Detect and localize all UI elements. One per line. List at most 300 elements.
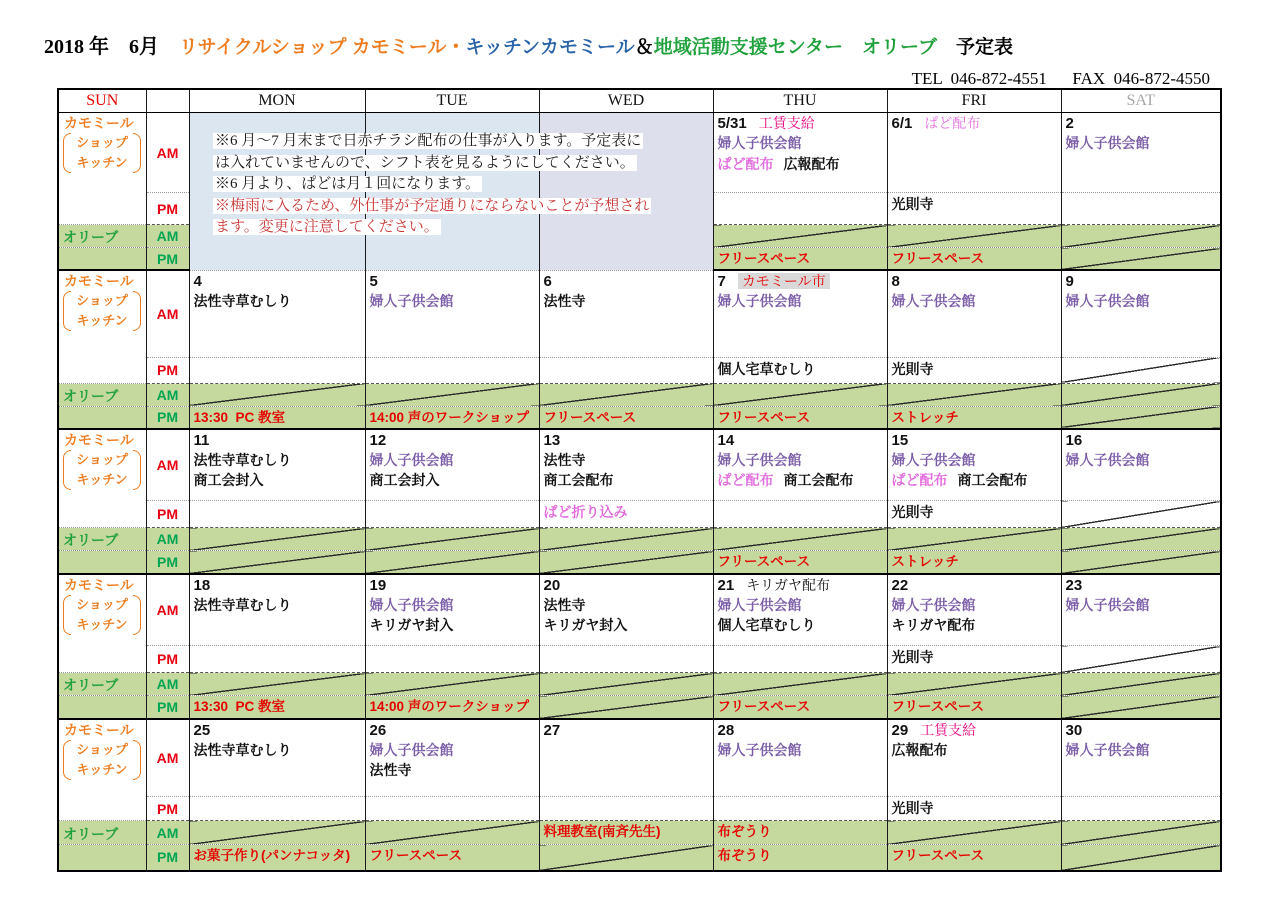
cell-line — [718, 249, 883, 268]
day-cell-am — [713, 113, 887, 193]
day-cell-pm — [189, 501, 365, 528]
date-number: 15 — [891, 431, 909, 449]
day-cell-am — [365, 719, 539, 797]
date-number: 13 — [543, 431, 561, 449]
table-row — [58, 528, 1221, 551]
day-cell-pm — [365, 646, 539, 673]
date-number: 8 — [891, 273, 900, 290]
event-text: 商工会配布 — [783, 472, 854, 488]
day-cell-olive-pm — [1061, 248, 1221, 271]
date-number: 11 — [193, 431, 210, 449]
kamomile-label-cell — [58, 429, 146, 528]
kamomile-sublabels — [63, 595, 141, 635]
pm-label-cell: PM — [146, 797, 189, 821]
cell-line — [1066, 133, 1217, 154]
day-cell-pm — [539, 797, 713, 821]
date-number: 23 — [1065, 576, 1083, 594]
day-cell-olive-am — [189, 821, 365, 845]
date-line — [718, 576, 883, 595]
day-cell-olive-pm — [887, 696, 1061, 719]
event-text: 商工会封入 — [369, 472, 440, 488]
kamomile-sub-text — [71, 740, 133, 780]
pm-label-cell: PM — [146, 193, 189, 225]
table-row — [58, 696, 1221, 719]
day-cell-olive-pm — [189, 845, 365, 871]
event-text: 法性寺 — [543, 451, 586, 468]
table-row — [58, 821, 1221, 845]
event-text: フリースペース — [717, 251, 811, 266]
kamomile-sub-text — [71, 595, 133, 635]
day-cell-olive-am — [189, 673, 365, 696]
day-cell-olive-am — [713, 383, 887, 406]
cell-line — [544, 822, 709, 841]
date-number: 28 — [717, 721, 735, 739]
cell-line — [544, 595, 709, 616]
event-text: ぱど折り込み — [543, 504, 628, 520]
day-cell-olive-pm — [713, 696, 887, 719]
pm-label-cell: PM — [146, 357, 189, 383]
table-row — [58, 501, 1221, 528]
day-cell-olive-pm — [539, 696, 713, 719]
olive-label-cell: オリーブ — [58, 821, 146, 845]
day-cell-pm — [539, 357, 713, 383]
day-cell-olive-am — [539, 821, 713, 845]
event-text: 婦人子供会館 — [717, 293, 802, 309]
date-number: 19 — [369, 576, 387, 594]
cell-line — [892, 615, 1057, 636]
title-kitchen-name: キッチンカモミール — [465, 37, 635, 58]
bracket-right — [133, 450, 141, 490]
cell-line — [892, 470, 1057, 491]
table-row — [58, 673, 1221, 696]
cell-line — [718, 595, 883, 616]
day-cell-pm — [189, 646, 365, 673]
cell-line — [370, 291, 535, 312]
event-text: フリースペース — [717, 699, 811, 714]
cell-line — [194, 291, 361, 312]
sun-olive-empty-cell — [58, 845, 146, 871]
cell-line — [892, 408, 1057, 427]
olive-pm-label-cell: PM — [146, 696, 189, 719]
day-cell-am — [365, 270, 539, 357]
day-cell-olive-pm — [189, 551, 365, 574]
cell-line — [892, 552, 1057, 571]
bracket-left — [63, 450, 71, 490]
bracket-right — [133, 740, 141, 780]
cell-line — [718, 740, 883, 761]
day-cell-am — [539, 719, 713, 797]
table-row — [58, 383, 1221, 406]
event-text: フリースペース — [891, 251, 985, 266]
cell-line — [370, 697, 535, 716]
title-center-name: 地域活動支援センター — [653, 37, 862, 58]
day-cell-olive-pm — [713, 248, 887, 271]
kitchen-label: キッチン — [76, 761, 128, 777]
day-cell-pm — [887, 357, 1061, 383]
day-cell-olive-pm — [713, 551, 887, 574]
day-cell-olive-am — [887, 528, 1061, 551]
table-row — [58, 429, 1221, 501]
cell-line — [892, 450, 1057, 471]
am-label-cell: AM — [146, 429, 189, 501]
date-number: 5 — [369, 272, 378, 290]
event-text: 光則寺 — [891, 649, 934, 665]
event-text: 布ぞうり — [717, 824, 772, 839]
cell-line — [718, 615, 883, 636]
cell-line — [544, 470, 709, 491]
day-cell-am — [713, 270, 887, 357]
day-cell-olive-am — [1061, 383, 1221, 406]
day-cell-olive-pm — [1061, 845, 1221, 871]
date-line — [892, 272, 1057, 291]
bracket-left — [63, 740, 71, 780]
kamomile-sublabels — [63, 740, 141, 780]
date-line — [1066, 721, 1217, 740]
bracket-right — [133, 291, 141, 331]
date-line — [544, 272, 709, 291]
date-line — [1066, 272, 1217, 291]
kamomile-sub-text — [71, 133, 133, 173]
date-tag: 工賃支給 — [758, 115, 815, 131]
day-cell-pm — [189, 797, 365, 821]
notice-line: ※6 月より、ぱどは月１回になります。 — [215, 176, 481, 193]
notice-line: ※6 月～7 月末まで日赤チラシ配布の仕事が入ります。予定表に — [215, 133, 642, 149]
event-text: 法性寺 — [543, 292, 586, 309]
am-label-cell: AM — [146, 113, 189, 193]
kamomile-label: カモミール — [64, 273, 134, 289]
pm-label-cell: PM — [146, 646, 189, 673]
cell-line — [718, 450, 883, 471]
am-label-cell: AM — [146, 719, 189, 797]
day-cell-olive-am — [887, 225, 1061, 248]
cell-line — [194, 846, 361, 865]
sun-olive-empty-cell — [58, 696, 146, 719]
event-text: ストレッチ — [891, 554, 959, 569]
cell-line — [194, 470, 361, 491]
date-line — [1066, 114, 1217, 133]
day-cell-olive-am — [1061, 821, 1221, 845]
day-cell-pm — [713, 501, 887, 528]
header-cell-sat: SAT — [1061, 89, 1221, 113]
cell-line — [718, 154, 883, 175]
day-cell-pm — [1061, 646, 1221, 673]
kamomile-label: カモミール — [64, 115, 134, 131]
date-line — [194, 272, 361, 291]
event-text: ストレッチ — [891, 409, 959, 425]
event-text: 婦人子供会館 — [1065, 451, 1150, 468]
day-cell-olive-pm — [713, 406, 887, 429]
event-text: フリースペース — [891, 848, 985, 863]
day-cell-am — [1061, 719, 1221, 797]
event-text: 法性寺 — [369, 762, 412, 778]
day-cell-pm — [365, 501, 539, 528]
event-text: 法性寺草むしり — [193, 596, 292, 613]
olive-pm-label-cell: PM — [146, 551, 189, 574]
page-title — [44, 30, 1013, 59]
date-line — [718, 431, 883, 450]
day-cell-am — [1061, 574, 1221, 646]
cell-line — [718, 697, 883, 716]
sun-olive-empty-cell — [58, 406, 146, 429]
cell-line — [1066, 291, 1217, 312]
cell-line — [892, 798, 1057, 819]
day-cell-am — [539, 574, 713, 646]
event-text: 婦人子供会館 — [1065, 741, 1150, 758]
shop-label: ショップ — [76, 293, 128, 308]
date-number: 6/1 — [891, 115, 913, 132]
event-text: 婦人子供会館 — [717, 451, 802, 468]
date-line — [370, 576, 535, 595]
event-text: 14:00 声のワークショップ — [369, 699, 530, 714]
day-cell-am — [887, 719, 1061, 797]
date-line — [892, 576, 1057, 595]
day-cell-olive-pm — [1061, 696, 1221, 719]
notice-line: ※梅雨に入るため、外仕事が予定通りにならないことが予想され — [215, 197, 650, 214]
header-cell-sun: SUN — [58, 89, 146, 113]
day-cell-am — [887, 270, 1061, 357]
kamomile-label-cell — [58, 574, 146, 673]
event-text: 婦人子供会館 — [891, 596, 976, 613]
date-line — [1066, 431, 1217, 450]
kamomile-label: カモミール — [64, 576, 134, 593]
cell-line — [892, 595, 1057, 616]
date-number: 30 — [1065, 721, 1083, 739]
olive-am-label-cell: AM — [146, 225, 189, 248]
cell-line — [370, 760, 535, 781]
cell-line — [718, 359, 883, 380]
event-text: フリースペース — [543, 409, 637, 425]
day-cell-pm — [539, 501, 713, 528]
day-cell-am — [1061, 429, 1221, 501]
kitchen-label: キッチン — [76, 313, 128, 328]
cell-line — [718, 822, 883, 841]
cell-line — [1066, 450, 1217, 471]
kamomile-label-cell — [58, 270, 146, 383]
event-text: 婦人子供会館 — [369, 596, 454, 613]
day-cell-olive-am — [713, 225, 887, 248]
bracket-left — [63, 291, 71, 331]
event-text: お菓子作り(パンナコッタ) — [193, 848, 351, 863]
kitchen-label: キッチン — [76, 155, 128, 170]
date-line — [194, 721, 361, 740]
day-cell-am — [1061, 113, 1221, 193]
cell-line — [892, 291, 1057, 312]
day-cell-am — [539, 429, 713, 501]
table-row — [58, 357, 1221, 383]
cell-line — [718, 470, 883, 491]
day-cell-am — [887, 574, 1061, 646]
day-cell-olive-am — [713, 528, 887, 551]
event-text: 広報配布 — [783, 155, 840, 172]
kamomile-label-cell — [58, 719, 146, 821]
kitchen-label: キッチン — [76, 471, 128, 487]
day-cell-olive-pm — [189, 696, 365, 719]
header-cell-thu: THU — [713, 89, 887, 113]
event-text: 光則寺 — [891, 196, 934, 212]
date-line — [370, 431, 535, 450]
day-cell-olive-am — [887, 383, 1061, 406]
day-cell-olive-pm — [365, 551, 539, 574]
day-cell-olive-am — [1061, 528, 1221, 551]
event-text: 法性寺草むしり — [193, 292, 292, 309]
bracket-left — [63, 133, 71, 173]
day-cell-olive-pm — [887, 845, 1061, 871]
event-text: ぱど配布 — [891, 472, 948, 488]
event-text: ぱど配布 — [717, 155, 774, 172]
date-number: 16 — [1065, 431, 1083, 449]
pm-label-cell: PM — [146, 501, 189, 528]
day-cell-am — [887, 113, 1061, 193]
cell-line — [544, 291, 709, 312]
am-label-cell: AM — [146, 270, 189, 357]
day-cell-olive-am — [189, 383, 365, 406]
event-text: 婦人子供会館 — [891, 293, 976, 309]
event-text: 布ぞうり — [717, 848, 772, 863]
day-cell-olive-am — [539, 383, 713, 406]
date-number: 21 — [717, 576, 735, 594]
day-cell-olive-am — [365, 673, 539, 696]
day-cell-pm — [713, 357, 887, 383]
notice-line: ます。変更に注意してください。 — [215, 219, 439, 236]
date-number: 12 — [369, 431, 387, 449]
cell-line — [194, 408, 361, 427]
day-cell-olive-am — [713, 673, 887, 696]
cell-line — [194, 697, 361, 716]
notice-box — [213, 131, 713, 239]
shop-label: ショップ — [76, 741, 128, 757]
event-text: 婦人子供会館 — [369, 451, 454, 468]
cell-line — [194, 450, 361, 471]
day-cell-olive-pm — [539, 551, 713, 574]
title-olive-name: オリーブ — [861, 37, 938, 58]
cell-line — [1066, 595, 1217, 616]
date-line — [892, 721, 1057, 740]
am-label-cell: AM — [146, 574, 189, 646]
cell-line — [544, 408, 709, 427]
day-cell-pm — [713, 646, 887, 673]
table-row — [58, 719, 1221, 797]
event-text: 料理教室(南斉先生) — [543, 824, 661, 839]
cell-line — [1066, 740, 1217, 761]
cell-line — [544, 615, 709, 636]
day-cell-pm — [887, 501, 1061, 528]
kitchen-label: キッチン — [76, 616, 128, 632]
title-year-month: 2018 年 6月 — [44, 36, 179, 58]
event-text: 商工会配布 — [957, 472, 1028, 488]
bracket-right — [133, 133, 141, 173]
date-number: 9 — [1065, 273, 1074, 290]
day-cell-pm — [887, 797, 1061, 821]
event-text: 広報配布 — [891, 741, 948, 758]
date-number: 20 — [543, 576, 561, 594]
date-tag: カモミール市 — [738, 273, 830, 289]
date-number: 22 — [891, 576, 909, 594]
event-text: フリースペース — [891, 699, 985, 714]
table-row — [58, 406, 1221, 429]
cell-line — [892, 359, 1057, 380]
date-number: 2 — [1065, 115, 1074, 132]
day-cell-olive-pm — [1061, 551, 1221, 574]
header-cell-mon: MON — [189, 89, 365, 113]
event-text: 婦人子供会館 — [1065, 596, 1150, 613]
cell-line — [892, 502, 1057, 523]
day-cell-olive-pm — [539, 406, 713, 429]
title-ampersand: ＆ — [634, 37, 654, 58]
day-cell-olive-am — [713, 821, 887, 845]
cell-line — [892, 846, 1057, 865]
event-text: 光則寺 — [891, 360, 934, 377]
event-text: ぱど配布 — [717, 472, 774, 488]
title-shop-name: リサイクルショップ カモミール・ — [179, 37, 466, 58]
event-text: フリースペース — [717, 554, 811, 569]
day-cell-olive-am — [539, 528, 713, 551]
olive-label-cell: オリーブ — [58, 528, 146, 551]
contact-info: TEL 046-872-4551 FAX 046-872-4550 — [911, 69, 1210, 88]
cell-line — [194, 740, 361, 761]
table-row — [58, 797, 1221, 821]
header-cell-tue: TUE — [365, 89, 539, 113]
event-text: 婦人子供会館 — [1065, 293, 1150, 309]
event-text: 婦人子供会館 — [717, 596, 802, 613]
olive-am-label-cell: AM — [146, 383, 189, 406]
event-text: 13:30 PC 教室 — [193, 409, 286, 425]
day-cell-olive-am — [539, 673, 713, 696]
date-line — [544, 576, 709, 595]
date-number: 5/31 — [717, 115, 747, 132]
kamomile-sub-text — [71, 450, 133, 490]
day-cell-pm — [887, 193, 1061, 225]
shop-label: ショップ — [76, 596, 128, 612]
cell-line — [892, 249, 1057, 268]
date-line — [194, 576, 361, 595]
cell-line — [892, 647, 1057, 668]
day-cell-olive-am — [887, 821, 1061, 845]
day-cell-pm — [713, 797, 887, 821]
cell-line — [370, 615, 535, 636]
day-cell-olive-am — [887, 673, 1061, 696]
day-cell-olive-pm — [365, 696, 539, 719]
date-tag: キリガヤ配布 — [746, 576, 831, 593]
day-cell-olive-pm — [887, 551, 1061, 574]
day-cell-olive-pm — [713, 845, 887, 871]
event-text: フリースペース — [717, 409, 811, 425]
cell-line — [194, 595, 361, 616]
notice-line: は入れていませんので、シフト表を見るようにしてください。 — [215, 154, 635, 171]
cell-line — [544, 450, 709, 471]
day-cell-olive-am — [1061, 225, 1221, 248]
day-cell-am — [539, 270, 713, 357]
cell-line — [892, 740, 1057, 761]
date-line — [544, 721, 709, 740]
day-cell-pm — [365, 797, 539, 821]
day-cell-am — [365, 574, 539, 646]
kamomile-sublabels — [63, 450, 141, 490]
day-cell-olive-am — [365, 528, 539, 551]
cell-line — [370, 470, 535, 491]
event-text: 婦人子供会館 — [1065, 135, 1150, 151]
cell-line — [370, 595, 535, 616]
day-cell-am — [1061, 270, 1221, 357]
shop-label: ショップ — [76, 135, 128, 150]
kamomile-label: カモミール — [64, 721, 134, 738]
day-cell-am — [713, 574, 887, 646]
kamomile-label-cell — [58, 113, 146, 225]
date-number: 26 — [369, 721, 387, 739]
date-number: 29 — [891, 721, 909, 739]
event-text: 個人宅草むしり — [717, 617, 816, 633]
date-tag: 工賃支給 — [920, 721, 977, 738]
kamomile-sub-text — [71, 291, 133, 331]
